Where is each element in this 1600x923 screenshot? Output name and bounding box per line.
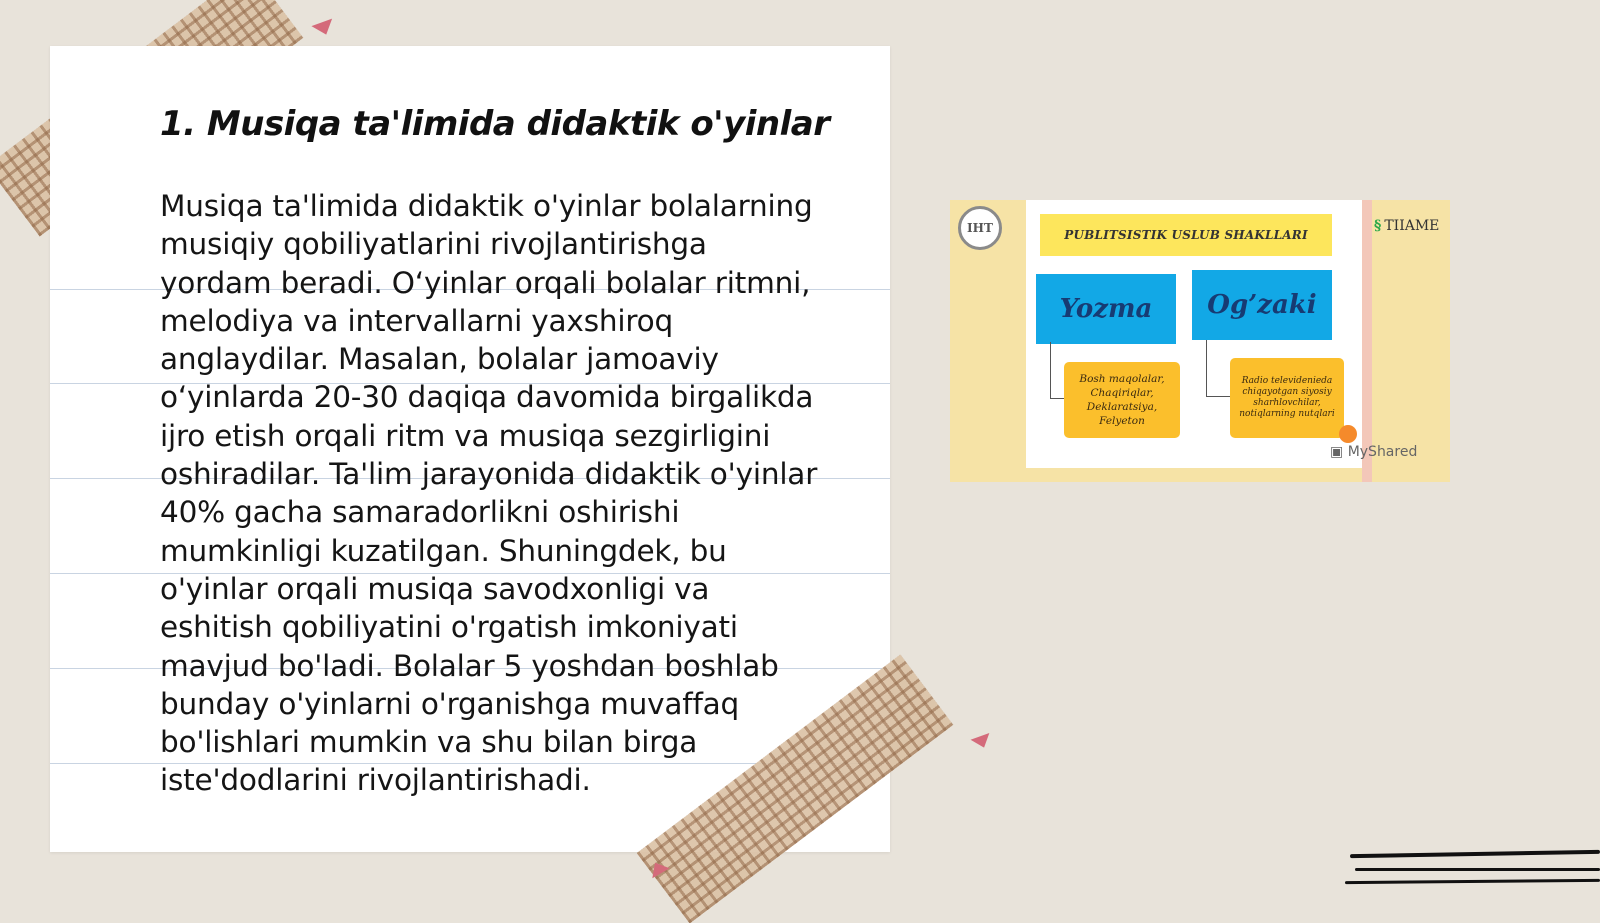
body-line: melodiya va intervallarni yaxshiroq — [160, 303, 674, 338]
body-line: ijro etish orqali ritm va musiqa sezgirligini — [160, 418, 771, 453]
body-paragraph — [160, 187, 850, 800]
body-line: bunday o'yinlarni o'rganishga muvaffaq — [160, 686, 740, 721]
body-line: bo'lishlari mumkin va shu bilan birga — [160, 725, 698, 760]
embedded-slide-image — [950, 200, 1450, 482]
brand-leaf-icon: § — [1374, 218, 1382, 234]
body-line: o'yinlar orqali musiqa savodxonligi va — [160, 571, 710, 606]
category-box-written: Yozma — [1036, 274, 1176, 344]
body-line: eshitish qobiliyatini o'rgatish imkoniyati — [160, 610, 738, 645]
body-line: mavjud bo'ladi. Bolalar 5 yoshdan boshlab — [160, 648, 779, 683]
slide-side-strip — [1362, 200, 1372, 482]
brand-text: TIIAME — [1384, 218, 1440, 234]
slide-inner-panel — [1026, 200, 1362, 468]
body-line: oshiradilar. Ta'lim jarayonida didaktik o'yinlar — [160, 457, 818, 492]
body-line: iste'dodlarini rivojlantirishadi. — [160, 763, 591, 798]
decorative-line — [1355, 868, 1600, 871]
body-line: o‘yinlarda 20-30 daqiqa davomida birgalikda — [160, 380, 814, 415]
body-line: mumkinligi kuzatilgan. Shuningdek, bu — [160, 533, 727, 568]
pin-icon — [311, 19, 336, 39]
slide-banner: PUBLITSISTIK USLUB SHAKLLARI — [1040, 214, 1332, 256]
pin-icon — [971, 733, 994, 751]
body-line: anglaydilar. Masalan, bolalar jamoaviy — [160, 342, 719, 377]
category-box-oral: Og’zaki — [1192, 270, 1332, 340]
connector-line — [1050, 342, 1065, 399]
body-line: 40% gacha samaradorlikni oshirishi — [160, 495, 680, 530]
watermark-label — [1330, 444, 1417, 460]
decorative-line — [1345, 879, 1600, 884]
decorative-line — [1350, 850, 1600, 858]
page-title: 1. Musiqa ta'limida didaktik o'yinlar — [160, 104, 830, 144]
body-line: musiqiy qobiliyatlarini rivojlantirishga — [160, 227, 707, 262]
presentation-icon: ▣ — [1330, 444, 1348, 460]
accent-dot — [1339, 425, 1357, 443]
subitems-oral: Radio televidenieda chiqayotgan siyosiy sharhlovchilar, notiqlarning nutqlari — [1230, 358, 1344, 438]
watermark-text: MyShared — [1347, 444, 1418, 460]
subitems-written: Bosh maqolalar, Chaqiriqlar, Deklaratsiya, Felyeton — [1064, 362, 1180, 438]
body-line: Musiqa ta'limida didaktik o'yinlar bolalarning — [160, 189, 813, 223]
institution-logo: IHT — [958, 206, 1002, 250]
brand-label — [1374, 218, 1439, 234]
note-paper — [50, 46, 890, 852]
body-line: yordam beradi. O‘yinlar orqali bolalar ritmni, — [160, 265, 811, 300]
connector-line — [1206, 340, 1231, 397]
